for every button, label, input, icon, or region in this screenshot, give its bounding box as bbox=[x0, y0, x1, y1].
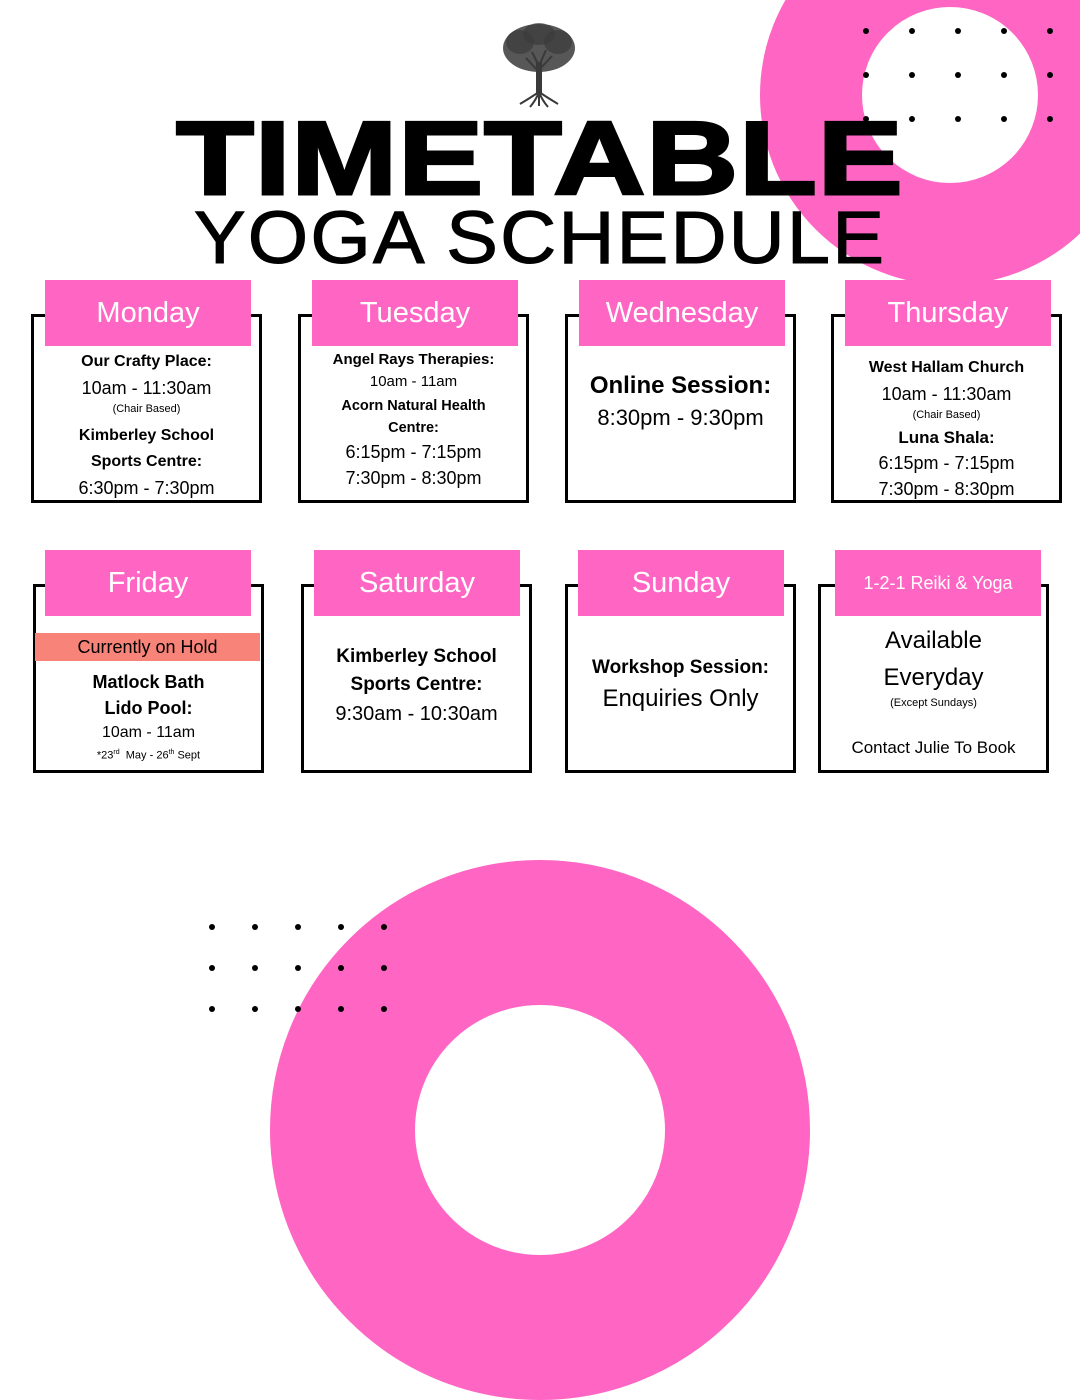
page-subtitle: YOGA SCHEDULE bbox=[193, 196, 887, 279]
venue-label: Lido Pool: bbox=[104, 698, 193, 718]
decorative-dot bbox=[338, 965, 344, 971]
time-label: 7:30pm - 8:30pm bbox=[878, 479, 1015, 499]
day-label-reiki: 1-2-1 Reiki & Yoga bbox=[835, 550, 1041, 616]
dot-grid-bottom bbox=[209, 924, 387, 1012]
session-label: Online Session: bbox=[589, 372, 772, 399]
note-label: (Except Sundays) bbox=[890, 697, 977, 709]
page-title: TIMETABLE bbox=[176, 101, 904, 217]
decorative-dot bbox=[955, 28, 961, 34]
decorative-dot bbox=[909, 72, 915, 78]
decorative-dot bbox=[381, 965, 387, 971]
time-label: 7:30pm - 8:30pm bbox=[345, 468, 482, 488]
venue-label: Matlock Bath bbox=[92, 672, 205, 692]
session-label: Workshop Session: bbox=[591, 657, 769, 678]
availability-label: Everyday bbox=[883, 664, 984, 691]
date-range-label: *23rd May - 26th Sept bbox=[96, 749, 201, 762]
decorative-dot bbox=[909, 28, 915, 34]
status-badge: Currently on Hold bbox=[35, 633, 260, 661]
note-label: (Chair Based) bbox=[112, 403, 181, 415]
note-label: (Chair Based) bbox=[912, 409, 981, 421]
availability-label: Available bbox=[885, 627, 982, 654]
time-label: 10am - 11am bbox=[369, 373, 458, 390]
decorative-dot bbox=[295, 924, 301, 930]
day-label-friday: Friday bbox=[45, 550, 251, 616]
time-label: 6:30pm - 7:30pm bbox=[78, 478, 215, 498]
time-label: 6:15pm - 7:15pm bbox=[345, 442, 482, 462]
day-label-sunday: Sunday bbox=[578, 550, 784, 616]
day-label-wednesday: Wednesday bbox=[579, 280, 785, 346]
decorative-dot bbox=[863, 28, 869, 34]
day-label-saturday: Saturday bbox=[314, 550, 520, 616]
decorative-dot bbox=[1001, 72, 1007, 78]
venue-label: Angel Rays Therapies: bbox=[332, 351, 495, 368]
venue-label: Sports Centre: bbox=[90, 453, 203, 470]
day-label-monday: Monday bbox=[45, 280, 251, 346]
venue-label: Luna Shala: bbox=[898, 428, 995, 447]
decorative-dot bbox=[295, 965, 301, 971]
decorative-dot bbox=[252, 924, 258, 930]
decorative-dot bbox=[338, 1006, 344, 1012]
contact-label: Contact Julie To Book bbox=[851, 738, 1016, 757]
decorative-dot bbox=[381, 924, 387, 930]
venue-label: Kimberley School bbox=[336, 646, 497, 667]
venue-label: West Hallam Church bbox=[868, 359, 1025, 376]
venue-label: Centre: bbox=[388, 420, 439, 436]
decorative-dot bbox=[863, 72, 869, 78]
tree-icon bbox=[500, 22, 578, 108]
time-label: 10am - 11am bbox=[101, 724, 196, 741]
decorative-dot bbox=[209, 1006, 215, 1012]
decorative-dot bbox=[252, 965, 258, 971]
decorative-dot bbox=[381, 1006, 387, 1012]
time-label: 8:30pm - 9:30pm bbox=[597, 405, 764, 430]
decorative-dot bbox=[209, 965, 215, 971]
venue-label: Acorn Natural Health bbox=[341, 398, 486, 414]
time-label: 10am - 11:30am bbox=[881, 384, 1012, 404]
decorative-dot bbox=[252, 1006, 258, 1012]
decorative-dot bbox=[1047, 72, 1053, 78]
venue-label: Our Crafty Place: bbox=[81, 353, 212, 370]
day-label-thursday: Thursday bbox=[845, 280, 1051, 346]
day-label-tuesday: Tuesday bbox=[312, 280, 518, 346]
time-label: 9:30am - 10:30am bbox=[335, 703, 498, 725]
time-label: 6:15pm - 7:15pm bbox=[878, 453, 1015, 473]
enquiries-label: Enquiries Only bbox=[602, 685, 759, 712]
venue-label: Kimberley School bbox=[78, 427, 215, 444]
decorative-dot bbox=[295, 1006, 301, 1012]
time-label: 10am - 11:30am bbox=[81, 378, 212, 398]
decorative-dot bbox=[955, 72, 961, 78]
decorative-dot bbox=[209, 924, 215, 930]
decorative-dot bbox=[1047, 28, 1053, 34]
decorative-dot bbox=[1001, 28, 1007, 34]
venue-label: Sports Centre: bbox=[350, 674, 483, 695]
decorative-dot bbox=[338, 924, 344, 930]
